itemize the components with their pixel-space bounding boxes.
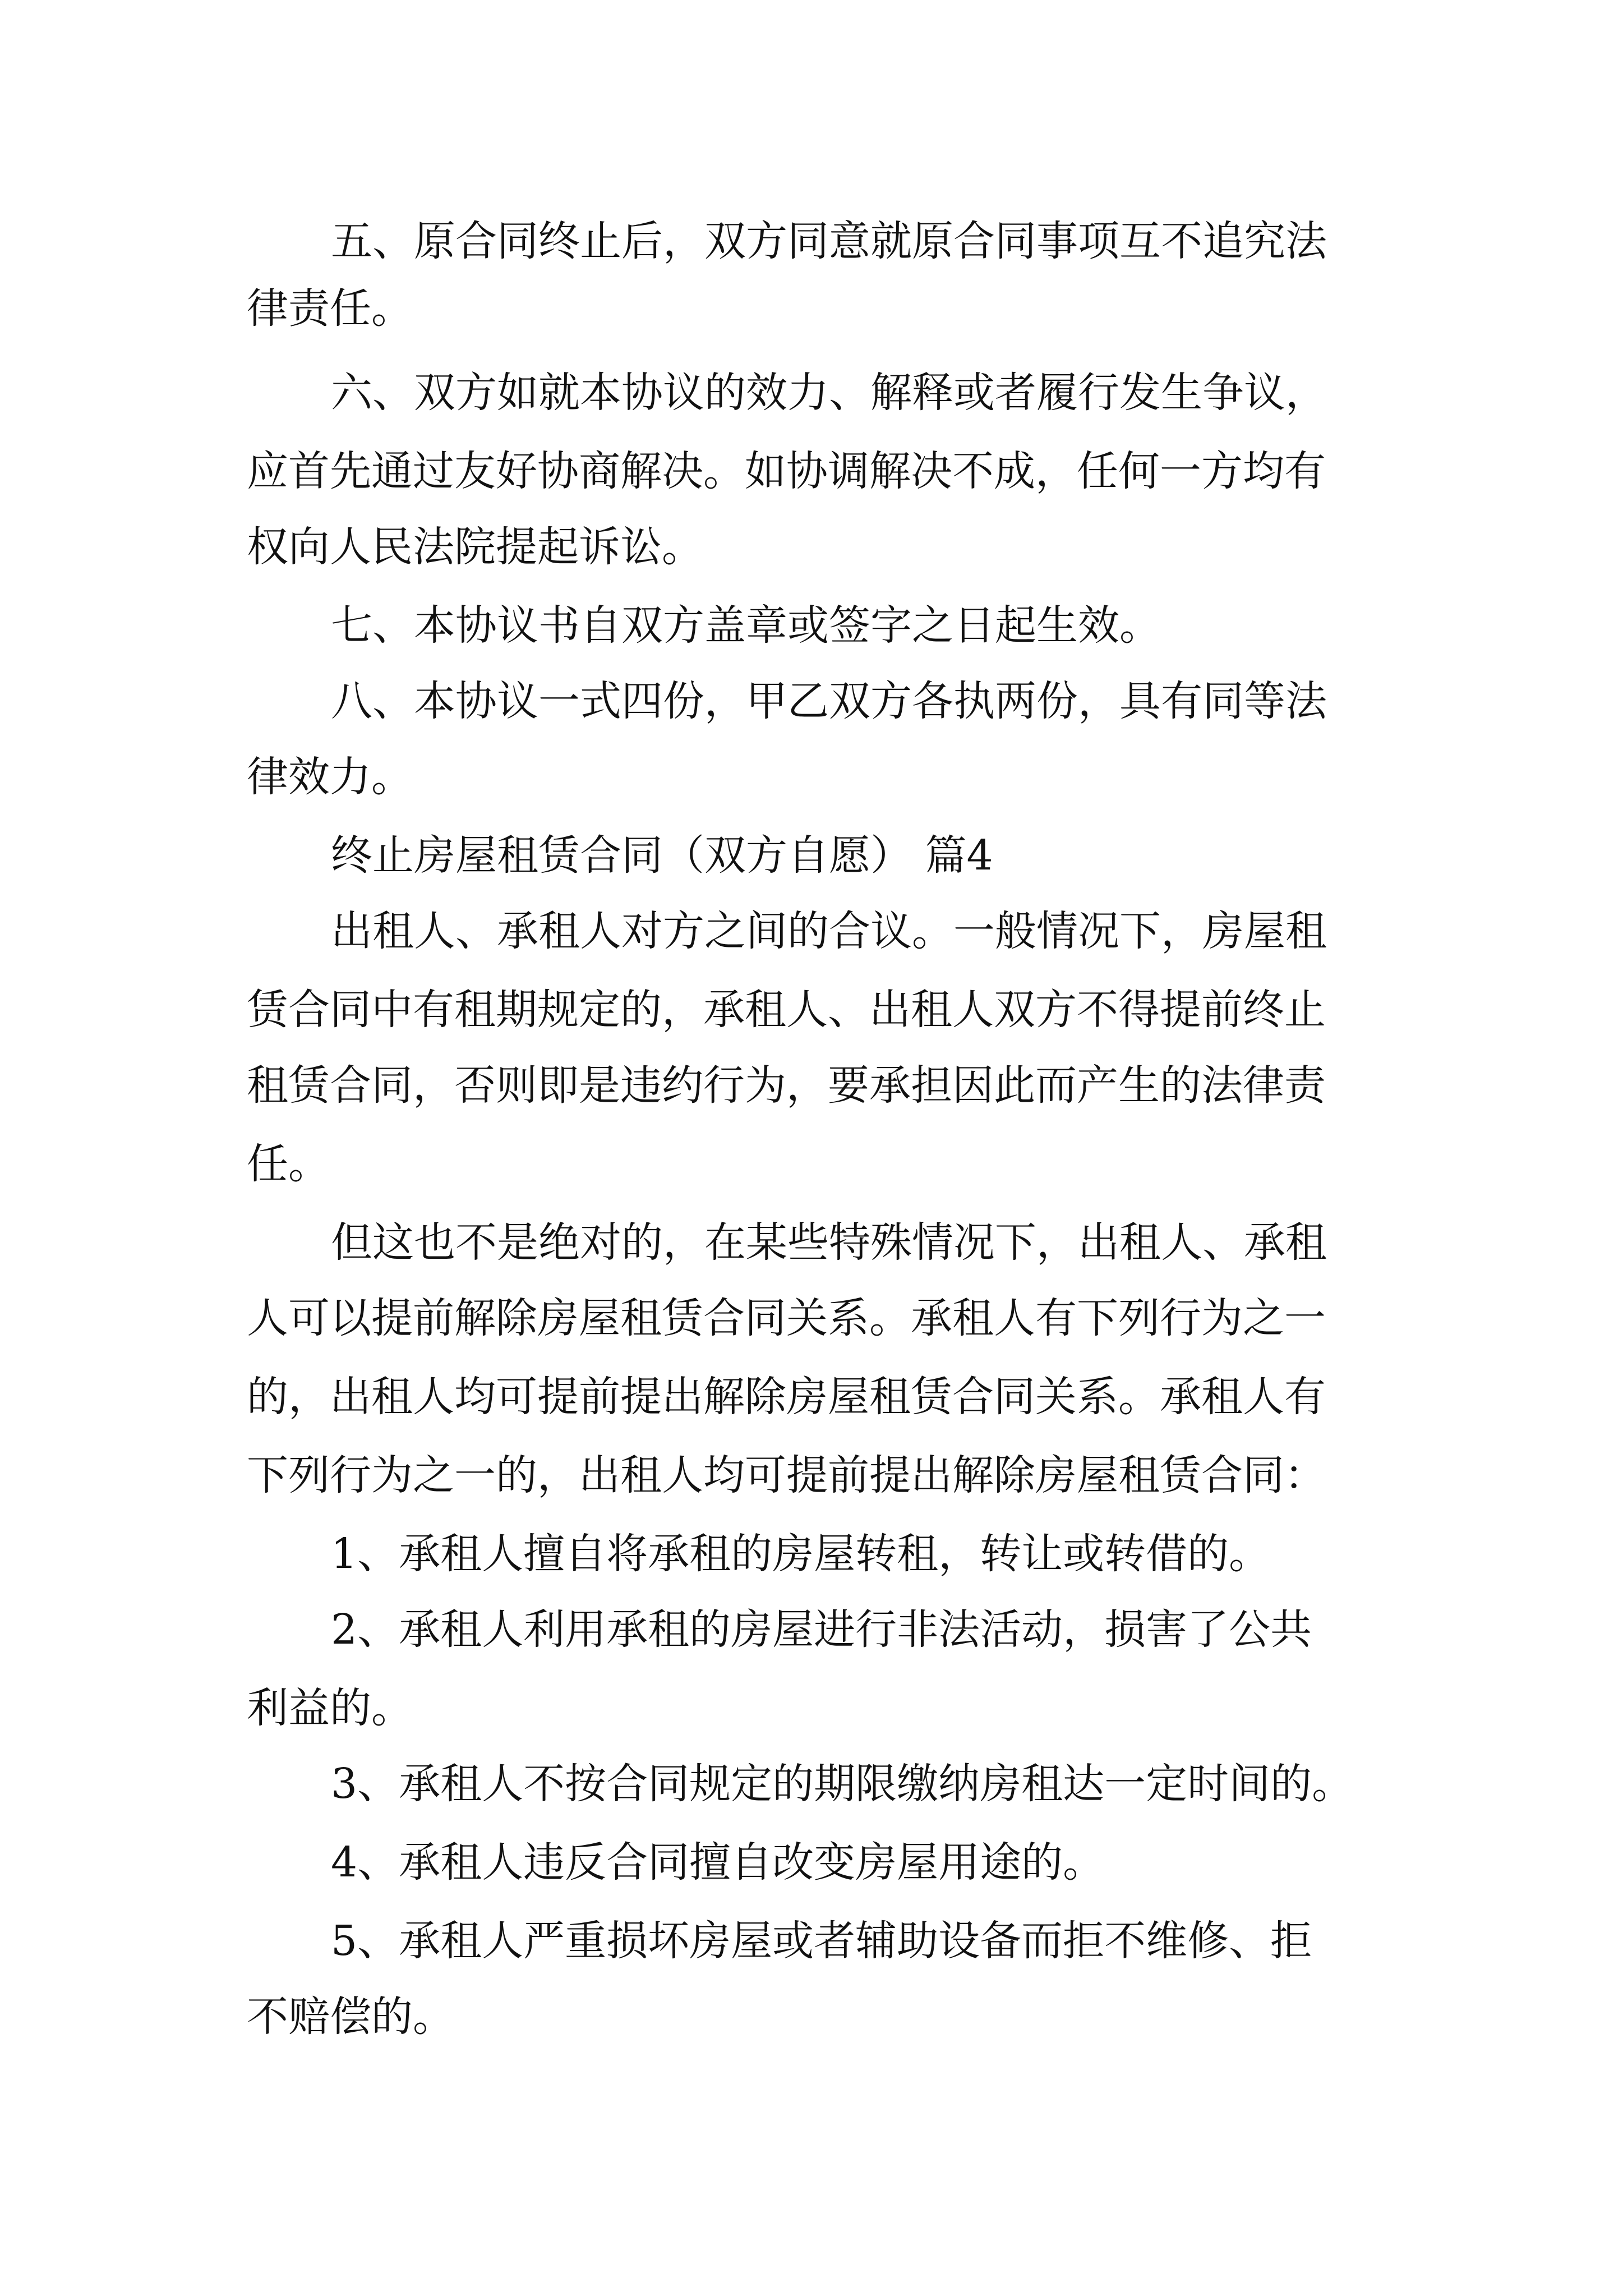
- intro-2-line-4: 下列行为之一的，出租人均可提前提出解除房屋租赁合同：: [247, 1451, 1326, 1499]
- intro-1-line-3: 租赁合同，否则即是违约行为，要承担因此而产生的法律责: [247, 1061, 1326, 1110]
- para-6-line-3: 权向人民法院提起诉讼。: [247, 523, 703, 571]
- list-item-1: 1、承租人擅自将承租的房屋转租，转让或转借的。: [331, 1530, 1271, 1578]
- para-8-line-2: 律效力。: [247, 753, 413, 801]
- intro-1-line-2: 赁合同中有租期规定的，承租人、出租人双方不得提前终止: [247, 986, 1326, 1034]
- list-item-5-line-1: 5、承租人严重损坏房屋或者辅助设备而拒不维修、拒: [331, 1917, 1312, 1965]
- list-item-2-line-1: 2、承租人利用承租的房屋进行非法活动，损害了公共: [331, 1605, 1312, 1654]
- intro-1-line-1: 出租人、承租人对方之间的合议。一般情况下，房屋租: [331, 907, 1327, 955]
- intro-2-line-3: 的，出租人均可提前提出解除房屋租赁合同关系。承租人有: [247, 1373, 1326, 1421]
- para-8-line-1: 八、本协议一式四份，甲乙双方各执两份，具有同等法: [331, 677, 1327, 725]
- list-item-4: 4、承租人违反合同擅自改变房屋用途的。: [331, 1838, 1105, 1887]
- list-item-2-line-2: 利益的。: [247, 1684, 413, 1732]
- section-heading: 终止房屋租赁合同（双方自愿） 篇4: [331, 831, 993, 880]
- para-5-line-2: 律责任。: [247, 284, 413, 333]
- para-6-line-2: 应首先通过友好协商解决。如协调解决不成，任何一方均有: [247, 447, 1326, 495]
- para-6-line-1: 六、双方如就本协议的效力、解释或者履行发生争议，: [331, 369, 1327, 417]
- para-5-line-1: 五、原合同终止后，双方同意就原合同事项互不追究法: [331, 217, 1327, 265]
- list-item-5-line-2: 不赔偿的。: [247, 1993, 454, 2041]
- list-item-3: 3、承租人不按合同规定的期限缴纳房租达一定时间的。: [331, 1760, 1354, 1808]
- intro-2-line-1: 但这也不是绝对的，在某些特殊情况下，出租人、承租: [331, 1218, 1327, 1267]
- intro-2-line-2: 人可以提前解除房屋租赁合同关系。承租人有下列行为之一: [247, 1294, 1326, 1342]
- para-7-line-1: 七、本协议书自双方盖章或签字之日起生效。: [331, 601, 1161, 650]
- intro-1-line-4: 任。: [247, 1140, 330, 1188]
